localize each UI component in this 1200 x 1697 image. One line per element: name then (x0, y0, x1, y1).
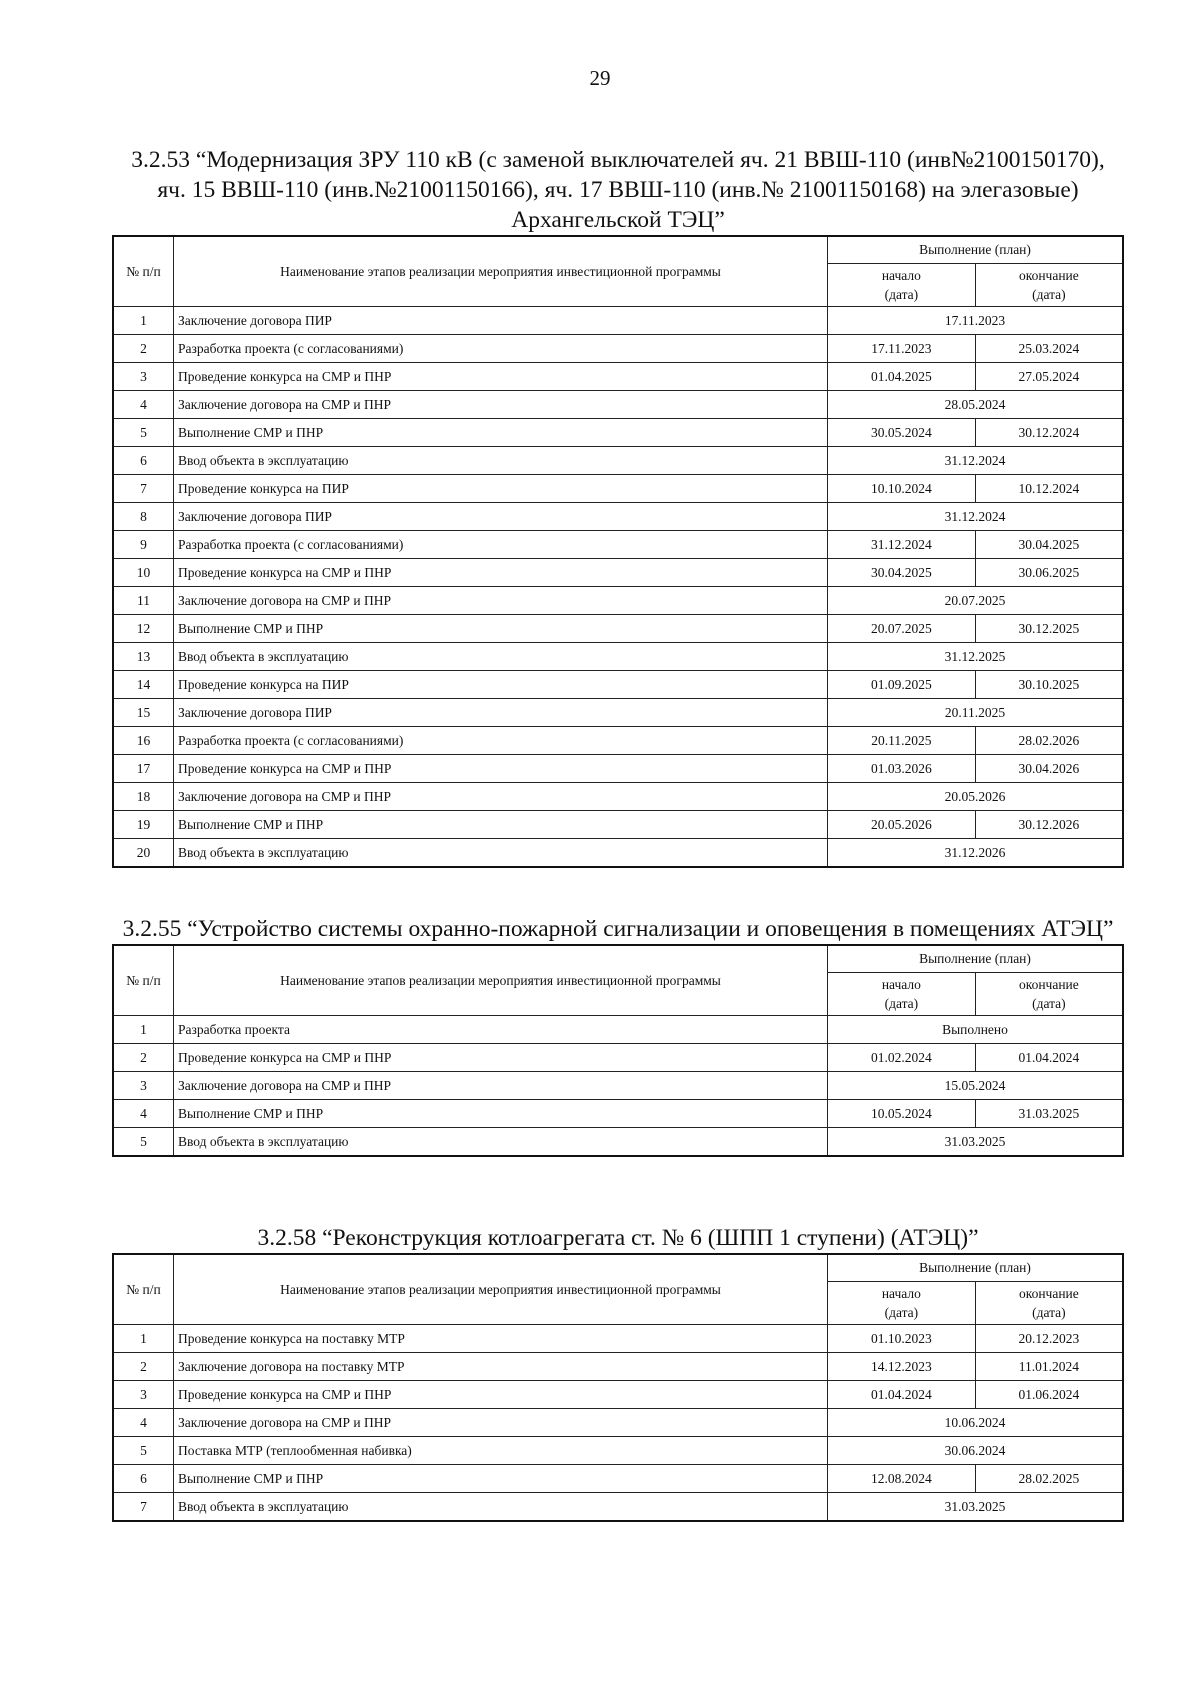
col-header-end (975, 973, 1123, 1016)
row-number: 17 (113, 755, 174, 783)
start-date: 20.07.2025 (828, 615, 976, 643)
schedule-body (113, 307, 1123, 868)
section-3-2-58 (112, 1223, 1124, 1522)
page-number: 29 (589, 66, 611, 90)
stage-date: 20.07.2025 (828, 587, 1124, 615)
section-title: 3.2.55 “Устройство системы охранно-пожарной сигнализации и оповещения в помещениях АТЭЦ” (122, 916, 1114, 942)
end-date: 01.04.2024 (975, 1044, 1123, 1072)
row-number: 7 (113, 1493, 174, 1522)
end-label: окончание (дата) (1018, 268, 1079, 302)
end-date: 30.12.2026 (975, 811, 1123, 839)
table-row (113, 643, 1123, 671)
end-label: окончание (дата) (1018, 977, 1079, 1011)
row-number: 9 (113, 531, 174, 559)
row-number: 20 (113, 839, 174, 868)
schedule-body (113, 1016, 1123, 1157)
start-date: 10.05.2024 (828, 1100, 976, 1128)
stage-name: Ввод объекта в эксплуатацию (174, 643, 828, 671)
stage-name: Разработка проекта (с согласованиями) (174, 531, 828, 559)
stage-name: Разработка проекта (с согласованиями) (174, 335, 828, 363)
row-number: 1 (113, 1325, 174, 1353)
table-row (113, 699, 1123, 727)
table-row (113, 307, 1123, 335)
stage-date: 17.11.2023 (828, 307, 1124, 335)
row-number: 1 (113, 307, 174, 335)
table-row (113, 839, 1123, 868)
table-row (113, 727, 1123, 755)
table-row (113, 1353, 1123, 1381)
row-number: 10 (113, 559, 174, 587)
start-date: 01.04.2025 (828, 363, 976, 391)
stage-name: Ввод объекта в эксплуатацию (174, 447, 828, 475)
table-row (113, 559, 1123, 587)
stage-name: Выполнение СМР и ПНР (174, 811, 828, 839)
row-number: 3 (113, 1072, 174, 1100)
stage-name: Выполнение СМР и ПНР (174, 419, 828, 447)
schedule-table (112, 1253, 1124, 1522)
start-label: начало (дата) (881, 268, 921, 302)
end-date: 28.02.2025 (975, 1465, 1123, 1493)
stage-name: Выполнение СМР и ПНР (174, 1100, 828, 1128)
table-row (113, 335, 1123, 363)
stage-name: Выполнение СМР и ПНР (174, 615, 828, 643)
stage-name: Заключение договора на СМР и ПНР (174, 391, 828, 419)
end-date: 30.12.2025 (975, 615, 1123, 643)
stage-name: Заключение договора ПИР (174, 503, 828, 531)
stage-name: Заключение договора ПИР (174, 307, 828, 335)
end-date: 11.01.2024 (975, 1353, 1123, 1381)
col-header-plan: Выполнение (план) (828, 236, 1124, 264)
stage-name: Проведение конкурса на СМР и ПНР (174, 1381, 828, 1409)
row-number: 1 (113, 1016, 174, 1044)
start-date: 20.05.2026 (828, 811, 976, 839)
row-number: 4 (113, 1409, 174, 1437)
start-label: начало (дата) (881, 1286, 921, 1320)
stage-name: Заключение договора на поставку МТР (174, 1353, 828, 1381)
table-row (113, 447, 1123, 475)
row-number: 12 (113, 615, 174, 643)
table-row (113, 531, 1123, 559)
section-title: 3.2.58 “Реконструкция котлоагрегата ст. № 6 (ШПП 1 ступени) (АТЭЦ)” (257, 1225, 979, 1251)
row-number: 19 (113, 811, 174, 839)
row-number: 14 (113, 671, 174, 699)
start-date: 17.11.2023 (828, 335, 976, 363)
table-row (113, 1381, 1123, 1409)
end-date: 30.06.2025 (975, 559, 1123, 587)
table-row (113, 1072, 1123, 1100)
end-date: 27.05.2024 (975, 363, 1123, 391)
row-number: 18 (113, 783, 174, 811)
end-date: 28.02.2026 (975, 727, 1123, 755)
start-date: 01.02.2024 (828, 1044, 976, 1072)
row-number: 2 (113, 335, 174, 363)
stage-name: Проведение конкурса на СМР и ПНР (174, 755, 828, 783)
table-row (113, 1493, 1123, 1522)
row-number: 15 (113, 699, 174, 727)
col-header-stage-name: Наименование этапов реализации мероприятия инвестиционной программы (174, 945, 828, 1016)
stage-name: Ввод объекта в эксплуатацию (174, 1128, 828, 1157)
start-date: 01.10.2023 (828, 1325, 976, 1353)
table-row (113, 503, 1123, 531)
end-date: 30.04.2025 (975, 531, 1123, 559)
stage-name: Проведение конкурса на ПИР (174, 671, 828, 699)
stage-name: Проведение конкурса на СМР и ПНР (174, 1044, 828, 1072)
stage-name: Заключение договора на СМР и ПНР (174, 1409, 828, 1437)
table-row (113, 419, 1123, 447)
end-date: 25.03.2024 (975, 335, 1123, 363)
start-date: 14.12.2023 (828, 1353, 976, 1381)
col-header-number: № п/п (113, 945, 174, 1016)
stage-date: 20.05.2026 (828, 783, 1124, 811)
stage-name: Ввод объекта в эксплуатацию (174, 1493, 828, 1522)
table-row (113, 755, 1123, 783)
schedule-table (112, 235, 1124, 868)
table-row (113, 475, 1123, 503)
col-header-end (975, 264, 1123, 307)
start-date: 12.08.2024 (828, 1465, 976, 1493)
section-3-2-53 (112, 145, 1124, 868)
row-number: 2 (113, 1044, 174, 1072)
stage-name: Проведение конкурса на СМР и ПНР (174, 559, 828, 587)
end-date: 20.12.2023 (975, 1325, 1123, 1353)
schedule-table (112, 944, 1124, 1157)
table-row (113, 363, 1123, 391)
row-number: 6 (113, 447, 174, 475)
row-number: 16 (113, 727, 174, 755)
table-row (113, 1044, 1123, 1072)
table-row (113, 1325, 1123, 1353)
table-row (113, 1100, 1123, 1128)
end-label: окончание (дата) (1018, 1286, 1079, 1320)
col-header-number: № п/п (113, 1254, 174, 1325)
stage-date: 10.06.2024 (828, 1409, 1124, 1437)
stage-date: 15.05.2024 (828, 1072, 1124, 1100)
start-date: 01.09.2025 (828, 671, 976, 699)
stage-name: Разработка проекта (174, 1016, 828, 1044)
table-row (113, 811, 1123, 839)
stage-date: 31.03.2025 (828, 1493, 1124, 1522)
row-number: 5 (113, 1128, 174, 1157)
row-number: 8 (113, 503, 174, 531)
start-date: 01.04.2024 (828, 1381, 976, 1409)
schedule-body (113, 1325, 1123, 1522)
table-row (113, 615, 1123, 643)
col-header-start (828, 264, 976, 307)
stage-name: Разработка проекта (с согласованиями) (174, 727, 828, 755)
end-date: 01.06.2024 (975, 1381, 1123, 1409)
end-date: 30.04.2026 (975, 755, 1123, 783)
row-number: 11 (113, 587, 174, 615)
stage-date: 28.05.2024 (828, 391, 1124, 419)
stage-name: Проведение конкурса на поставку МТР (174, 1325, 828, 1353)
table-row (113, 1409, 1123, 1437)
stage-date: 30.06.2024 (828, 1437, 1124, 1465)
table-row (113, 1437, 1123, 1465)
table-row (113, 1128, 1123, 1157)
row-number: 13 (113, 643, 174, 671)
stage-name: Заключение договора на СМР и ПНР (174, 783, 828, 811)
stage-name: Выполнение СМР и ПНР (174, 1465, 828, 1493)
col-header-start (828, 973, 976, 1016)
start-date: 30.04.2025 (828, 559, 976, 587)
stage-date: 31.12.2025 (828, 643, 1124, 671)
col-header-stage-name: Наименование этапов реализации мероприятия инвестиционной программы (174, 1254, 828, 1325)
stage-date: 31.03.2025 (828, 1128, 1124, 1157)
col-header-plan: Выполнение (план) (828, 1254, 1124, 1282)
row-number: 2 (113, 1353, 174, 1381)
col-header-stage-name: Наименование этапов реализации мероприятия инвестиционной программы (174, 236, 828, 307)
start-date: 20.11.2025 (828, 727, 976, 755)
stage-name: Заключение договора ПИР (174, 699, 828, 727)
row-number: 7 (113, 475, 174, 503)
start-date: 10.10.2024 (828, 475, 976, 503)
col-header-start (828, 1282, 976, 1325)
section-title: 3.2.53 “Модернизация ЗРУ 110 кВ (с заменой выключателей яч. 21 ВВШ-110 (инв№2100150170), яч. 15 ВВШ-110 (инв.№21001150166), яч. 17 ВВШ-110 (инв.№ 21001150168) на элегазовые) Архангельской ТЭЦ” (131, 147, 1105, 233)
table-row (113, 783, 1123, 811)
table-row (113, 1016, 1123, 1044)
stage-name: Ввод объекта в эксплуатацию (174, 839, 828, 868)
col-header-end (975, 1282, 1123, 1325)
row-number: 3 (113, 363, 174, 391)
section-3-2-55 (112, 914, 1124, 1157)
row-number: 6 (113, 1465, 174, 1493)
col-header-plan: Выполнение (план) (828, 945, 1124, 973)
row-number: 3 (113, 1381, 174, 1409)
stage-date: 31.12.2024 (828, 503, 1124, 531)
row-number: 4 (113, 1100, 174, 1128)
table-row (113, 671, 1123, 699)
row-number: 5 (113, 1437, 174, 1465)
col-header-number: № п/п (113, 236, 174, 307)
end-date: 31.03.2025 (975, 1100, 1123, 1128)
stage-date: Выполнено (828, 1016, 1124, 1044)
table-row (113, 391, 1123, 419)
stage-name: Проведение конкурса на ПИР (174, 475, 828, 503)
end-date: 30.12.2024 (975, 419, 1123, 447)
start-date: 01.03.2026 (828, 755, 976, 783)
stage-date: 31.12.2024 (828, 447, 1124, 475)
stage-name: Поставка МТР (теплообменная набивка) (174, 1437, 828, 1465)
row-number: 4 (113, 391, 174, 419)
start-label: начало (дата) (881, 977, 921, 1011)
stage-date: 31.12.2026 (828, 839, 1124, 868)
start-date: 31.12.2024 (828, 531, 976, 559)
end-date: 30.10.2025 (975, 671, 1123, 699)
stage-name: Заключение договора на СМР и ПНР (174, 587, 828, 615)
stage-date: 20.11.2025 (828, 699, 1124, 727)
row-number: 5 (113, 419, 174, 447)
start-date: 30.05.2024 (828, 419, 976, 447)
end-date: 10.12.2024 (975, 475, 1123, 503)
table-row (113, 1465, 1123, 1493)
stage-name: Заключение договора на СМР и ПНР (174, 1072, 828, 1100)
stage-name: Проведение конкурса на СМР и ПНР (174, 363, 828, 391)
table-row (113, 587, 1123, 615)
